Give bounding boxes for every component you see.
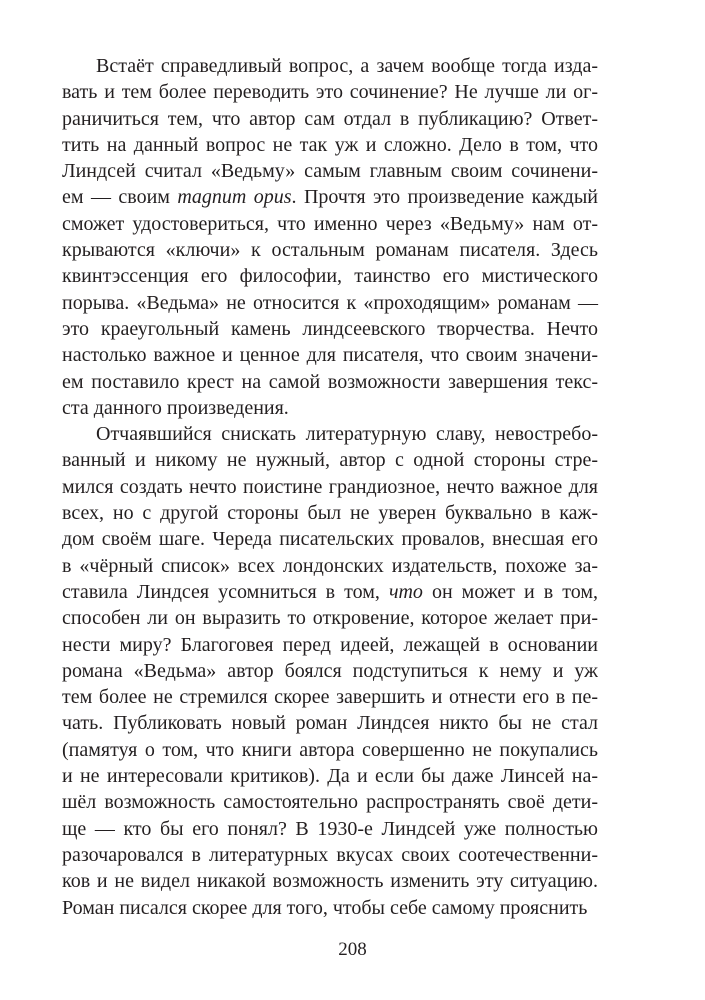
text-line: [62, 710, 598, 736]
text-segment: . Прочтя это произведение каждый: [291, 186, 599, 209]
text-line: [62, 184, 598, 210]
text-segment: способен ли он выразить то откровение, которое желает при-: [62, 607, 598, 630]
text-segment: Отчаявшийся снискать литературную славу, невостребо-: [96, 423, 598, 446]
text-segment: раничиться тем, что автор сам отдал в публикацию? Ответ-: [62, 107, 598, 130]
text-line: [62, 421, 598, 447]
paragraph: [62, 421, 598, 921]
text-line: [62, 158, 598, 184]
text-line: [62, 316, 598, 342]
text-line: [62, 369, 598, 395]
text-segment: тем более не стремился скорее завершить и отнести его в пе-: [62, 686, 598, 709]
text-line: [62, 132, 598, 158]
text-segment: в «чёрный список» всех лондонских издательств, похоже за-: [62, 554, 598, 577]
text-segment: ста данного произведения.: [62, 396, 289, 419]
text-line: [62, 763, 598, 789]
text-line: [62, 632, 598, 658]
text-line: [62, 500, 598, 526]
text-segment: романа «Ведьма» автор боялся подступиться к нему и уж: [62, 659, 598, 682]
text-segment: шёл возможность самостоятельно распространять своё дети-: [62, 791, 598, 814]
text-line: [62, 737, 598, 763]
text-line: [62, 605, 598, 631]
text-segment: ем поставило крест на самой возможности завершения текс-: [62, 370, 598, 393]
text-segment: настолько важное и ценное для писателя, что своим значени-: [62, 344, 598, 367]
text-segment: ем — своим: [62, 186, 178, 209]
text-segment: мился создать нечто поистине грандиозное, нечто важное для: [62, 475, 598, 498]
text-line: [62, 579, 598, 605]
text-segment: ще — кто бы его понял? В 1930-е Линдсей уже полностью: [62, 817, 598, 840]
text-line: [62, 553, 598, 579]
text-line: [62, 79, 598, 105]
text-segment: сможет удостовериться, что именно через «Ведьму» нам от-: [62, 212, 598, 235]
paragraph: [62, 53, 598, 421]
text-line: [62, 106, 598, 132]
italic-text: что: [388, 580, 423, 603]
text-segment: чать. Публиковать новый роман Линдсея никто бы не стал: [62, 712, 598, 735]
text-line: [62, 263, 598, 289]
text-line: [62, 526, 598, 552]
text-line: [62, 53, 598, 79]
body-text: [62, 53, 598, 921]
text-line: [62, 237, 598, 263]
text-segment: крываются «ключи» к остальным романам писателя. Здесь: [62, 239, 598, 262]
text-line: [62, 816, 598, 842]
text-line: [62, 658, 598, 684]
text-line: [62, 684, 598, 710]
text-segment: (памятуя о том, что книги автора совершенно не покупались: [62, 738, 598, 761]
text-segment: тить на данный вопрос не так уж и сложно. Дело в том, что: [62, 133, 598, 156]
text-segment: Роман писался скорее для того, чтобы себе самому прояснить: [62, 896, 588, 919]
text-segment: это краеугольный камень линдсеевского творчества. Нечто: [62, 317, 598, 340]
text-line: [62, 895, 598, 921]
text-segment: квинтэссенция его философии, таинство его мистического: [62, 265, 598, 288]
page-number: 208: [338, 939, 367, 960]
text-line: [62, 474, 598, 500]
text-segment: Встаёт справедливый вопрос, а зачем вообще тогда изда-: [96, 55, 598, 77]
text-line: [62, 395, 598, 421]
text-line: [62, 789, 598, 815]
text-line: [62, 290, 598, 316]
text-segment: ставила Линдсея усомниться в том,: [62, 580, 389, 603]
text-segment: порыва. «Ведьма» не относится к «проходящим» романам —: [62, 291, 598, 314]
italic-text: magnum opus: [177, 186, 292, 209]
text-segment: и не интересовали критиков). Да и если бы даже Линсей на-: [62, 765, 598, 788]
text-segment: нести миру? Благоговея перед идеей, лежащей в основании: [62, 633, 598, 656]
text-segment: он может и в том,: [422, 580, 599, 603]
text-line: [62, 342, 598, 368]
text-segment: дом своём шаге. Череда писательских провалов, внесшая его: [62, 528, 598, 551]
text-segment: ванный и никому не нужный, автор с одной стороны стре-: [62, 449, 598, 472]
text-segment: ков и не видел никакой возможность изменить эту ситуацию.: [62, 870, 598, 893]
text-segment: вать и тем более переводить это сочинение? Не лучше ли ог-: [62, 81, 598, 104]
text-line: [62, 868, 598, 894]
text-line: [62, 447, 598, 473]
text-segment: Линдсей считал «Ведьму» самым главным своим сочинени-: [62, 160, 598, 183]
text-segment: разочаровался в литературных вкусах своих соотечественни-: [62, 843, 598, 866]
text-line: [62, 842, 598, 868]
text-line: [62, 211, 598, 237]
text-segment: всех, но с другой стороны был не уверен буквально в каж-: [62, 502, 598, 525]
